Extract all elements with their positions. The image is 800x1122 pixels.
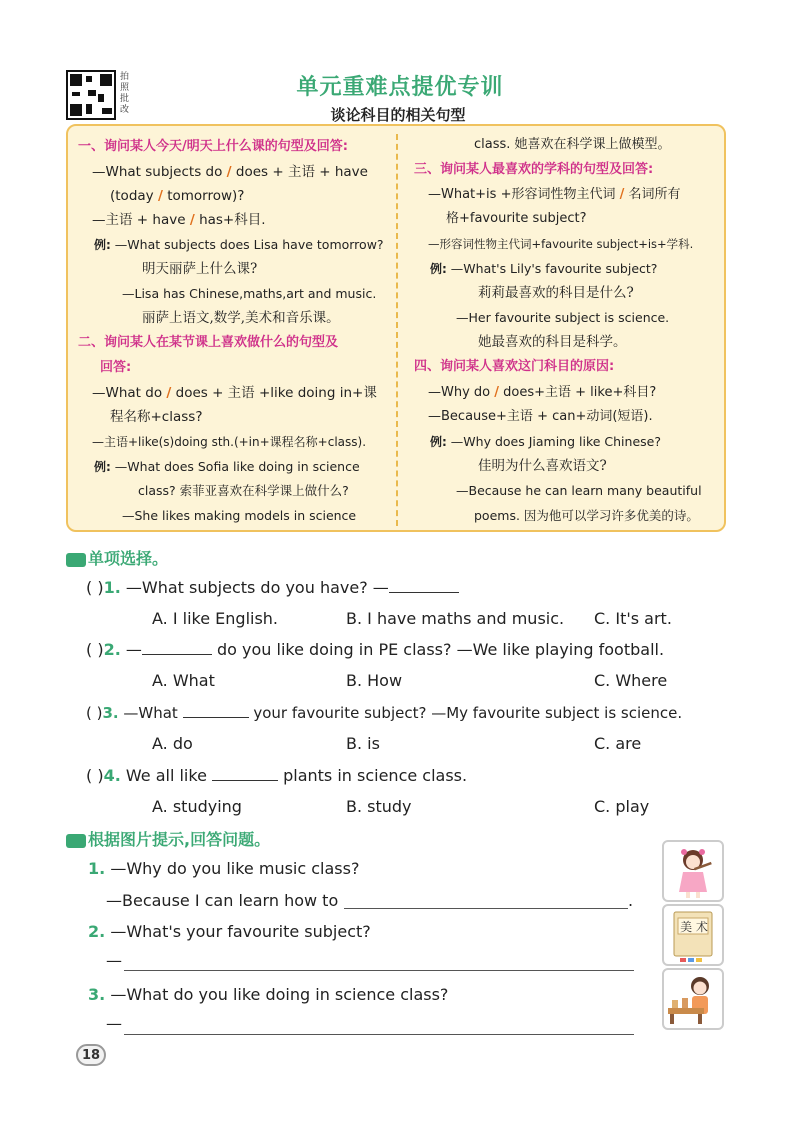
- summary-example: —Her favourite subject is science.: [456, 310, 670, 325]
- summary-example: class? 索菲亚喜欢在科学课上做什么?: [138, 483, 349, 498]
- section-1-badge: [66, 553, 86, 567]
- summary-example: —Because he can learn many beautiful: [456, 483, 702, 498]
- summary-pattern-line: —What subjects do / does + 主语 + have: [92, 164, 368, 180]
- summary-translation: 明天丽萨上什么课?: [142, 261, 258, 277]
- answer-line[interactable]: [124, 1034, 634, 1035]
- summary-pattern-line: —主语 + have / has+科目.: [92, 212, 266, 228]
- page-title: 单元重难点提优专训: [296, 75, 504, 100]
- summary-pattern-line: —主语+like(s)doing sth.(+in+课程名称+class).: [92, 435, 367, 449]
- answer-blank[interactable]: [212, 765, 278, 781]
- picture-question-2: 2. —What's your favourite subject?: [88, 922, 371, 941]
- qr-label: 拍照批改: [120, 72, 130, 115]
- answer-dash: —: [106, 951, 122, 970]
- page-number: 18: [76, 1044, 106, 1066]
- option-a[interactable]: A. studying: [152, 797, 242, 816]
- summary-example: 例: —Why does Jiaming like Chinese?: [430, 434, 661, 449]
- summary-box: [66, 124, 726, 532]
- summary-pattern-line: —What+is +形容词性物主代词 / 名词所有: [428, 187, 681, 202]
- summary-example: —Lisa has Chinese,maths,art and music.: [122, 286, 377, 301]
- summary-heading-3: 三、询问某人最喜欢的学科的句型及回答:: [414, 162, 654, 177]
- summary-example: poems. 因为他可以学习许多优美的诗。: [474, 508, 699, 523]
- question-2: ( )2. — do you like doing in PE class? —We like playing football.: [86, 640, 665, 659]
- book-title: 美 术: [680, 920, 708, 934]
- summary-example: 例: —What does Sofia like doing in science: [94, 459, 360, 474]
- option-a[interactable]: A. I like English.: [152, 609, 279, 628]
- summary-pattern-line: —Why do / does+主语 + like+科目?: [428, 385, 657, 400]
- summary-pattern-line: —What do / does + 主语 +like doing in+课: [92, 385, 377, 401]
- boy-making-model-picture: [662, 968, 724, 1030]
- answer-line[interactable]: [124, 970, 634, 971]
- summary-example: 例: —What subjects does Lisa have tomorrow?: [94, 237, 384, 252]
- summary-translation: 她最喜欢的科目是科学。: [478, 334, 627, 350]
- answer-period: .: [628, 891, 634, 910]
- option-b[interactable]: B. How: [346, 671, 403, 690]
- picture-question-1: 1. —Why do you like music class?: [88, 859, 360, 878]
- summary-translation: 丽萨上语文,数学,美术和音乐课。: [142, 310, 340, 326]
- question-3: ( )3. —What your favourite subject? —My favourite subject is science.: [86, 704, 683, 722]
- option-a[interactable]: A. do: [152, 734, 193, 753]
- summary-example: 例: —What's Lily's favourite subject?: [430, 261, 658, 276]
- question-1: ( )1. —What subjects do you have? —: [86, 577, 459, 599]
- page-subtitle: 谈论科目的相关句型: [308, 104, 488, 128]
- section-2-title: 根据图片提示,回答问题。: [66, 827, 270, 850]
- summary-example: class. 她喜欢在科学课上做模型。: [474, 137, 671, 152]
- option-c[interactable]: C. are: [594, 734, 642, 753]
- girl-playing-flute-picture: [662, 840, 724, 902]
- option-a[interactable]: A. What: [152, 671, 215, 690]
- answer-blank[interactable]: [389, 577, 459, 593]
- summary-pattern-line: (today / tomorrow)?: [110, 188, 245, 204]
- question-4: ( )4. We all like plants in science class.: [86, 766, 468, 785]
- picture-answer-1: —Because I can learn how to: [106, 891, 339, 910]
- summary-pattern-line: —Because+主语 + can+动词(短语).: [428, 409, 653, 424]
- summary-translation: 佳明为什么喜欢语文?: [478, 458, 607, 474]
- column-divider: [396, 134, 398, 526]
- section-2-badge: [66, 834, 86, 848]
- summary-pattern-line: —形容词性物主代词+favourite subject+is+学科.: [428, 237, 694, 251]
- option-b[interactable]: B. study: [346, 797, 412, 816]
- section-1-title: 单项选择。: [66, 546, 168, 569]
- answer-dash: —: [106, 1014, 122, 1033]
- summary-heading-1: 一、询问某人今天/明天上什么课的句型及回答:: [78, 139, 348, 154]
- option-c[interactable]: C. play: [594, 797, 650, 816]
- picture-question-3: 3. —What do you like doing in science class?: [88, 985, 449, 1004]
- option-b[interactable]: B. is: [346, 734, 380, 753]
- summary-heading-4: 四、询问某人喜欢这门科目的原因:: [414, 359, 615, 374]
- answer-blank[interactable]: [142, 639, 212, 655]
- summary-heading-2: 二、询问某人在某节课上喜欢做什么的句型及: [78, 335, 339, 350]
- answer-blank[interactable]: [183, 702, 249, 718]
- summary-pattern-line: 程名称+class?: [110, 409, 203, 425]
- summary-example: —She likes making models in science: [122, 508, 357, 523]
- art-book-picture: [662, 904, 724, 966]
- option-c[interactable]: C. It's art.: [594, 609, 672, 628]
- option-c[interactable]: C. Where: [594, 671, 668, 690]
- summary-pattern-line: 格+favourite subject?: [446, 211, 587, 226]
- answer-line[interactable]: [344, 908, 628, 909]
- summary-translation: 莉莉最喜欢的科目是什么?: [478, 285, 634, 301]
- summary-heading-2-cont: 回答:: [100, 360, 132, 375]
- option-b[interactable]: B. I have maths and music.: [346, 609, 565, 628]
